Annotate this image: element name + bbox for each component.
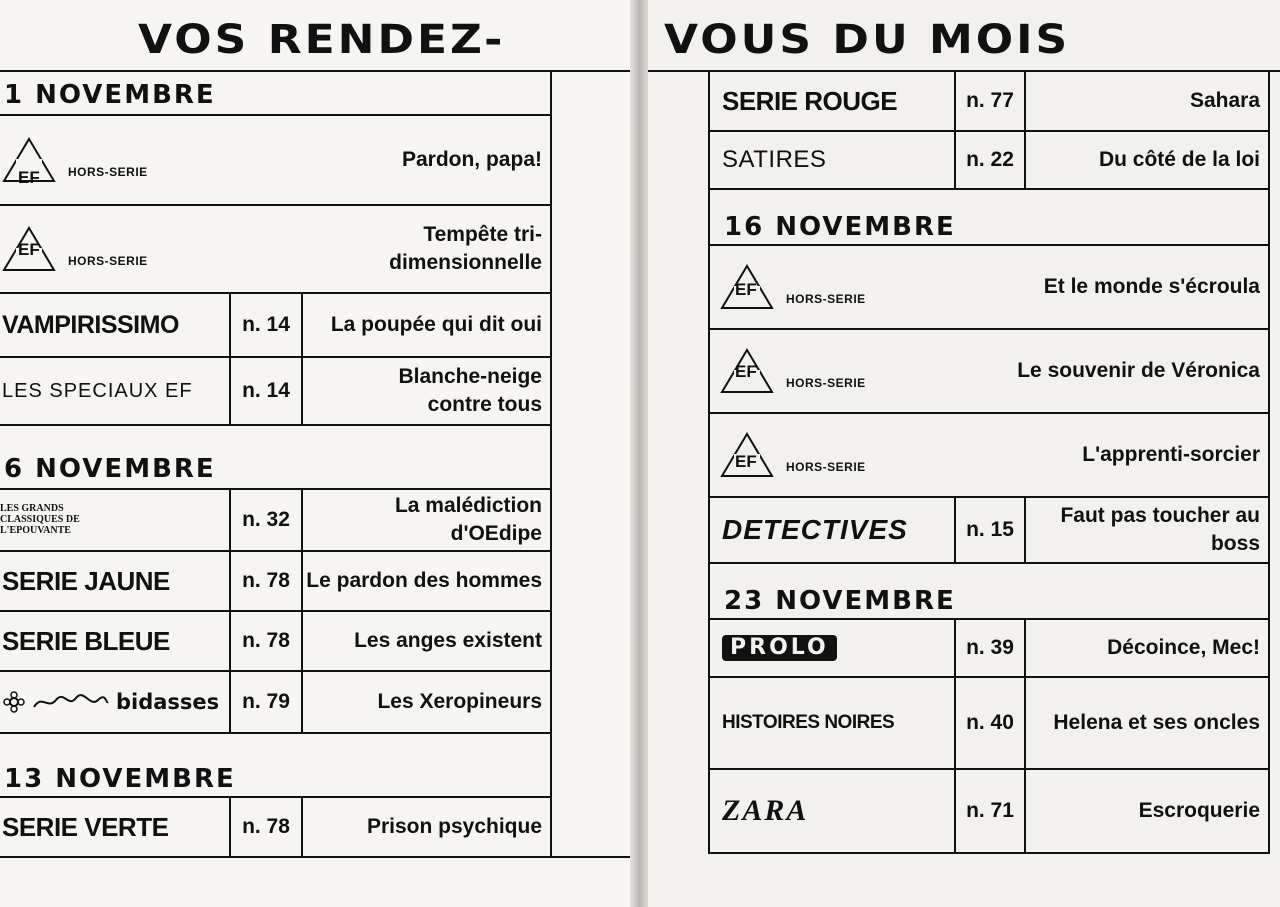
ef-logo-text: EF xyxy=(735,280,757,299)
divider xyxy=(1024,496,1026,564)
hors-serie-label: HORS-SERIE xyxy=(68,165,148,179)
series-name: SATIRES xyxy=(722,146,827,173)
issue-title: Les anges existent xyxy=(354,629,542,652)
ef-logo-text: EF xyxy=(735,452,757,471)
divider xyxy=(301,488,303,734)
hors-serie-label: HORS-SERIE xyxy=(786,460,866,474)
hors-serie-logo xyxy=(720,330,980,412)
issue-number: n. 14 xyxy=(242,313,290,336)
divider xyxy=(229,488,231,734)
issue-title: Prison psychique xyxy=(366,815,542,838)
divider xyxy=(1024,618,1026,854)
series-name: LES SPECIAUX EF xyxy=(2,379,193,402)
issue-title: Décoince, Mec! xyxy=(1107,636,1260,659)
issue-number: n. 32 xyxy=(242,508,290,531)
headline-left: VOS RENDEZ- xyxy=(138,16,506,63)
series-name: PROLO xyxy=(722,635,837,661)
ef-logo-text: EF xyxy=(18,168,40,187)
issue-title: Le souvenir de Véronica xyxy=(1017,359,1260,382)
issue-number: n. 40 xyxy=(966,711,1014,734)
issue-number: n. 71 xyxy=(966,799,1014,822)
divider xyxy=(0,732,552,734)
series-name: SERIE JAUNE xyxy=(2,565,170,596)
date-heading-nov6: 6 NOVEMBRE xyxy=(4,454,216,484)
date-heading-nov16: 16 NOVEMBRE xyxy=(724,212,956,242)
divider xyxy=(229,292,231,426)
issue-title: Blanche-neige contre tous xyxy=(398,365,542,416)
ef-logo-text: EF xyxy=(18,240,40,259)
date-heading-nov23: 23 NOVEMBRE xyxy=(724,586,956,616)
issue-title: Tempête tri-dimensionnelle xyxy=(389,223,542,274)
hors-serie-logo xyxy=(720,414,980,496)
series-name: bidasses xyxy=(116,690,220,714)
issue-title: Les Xeropineurs xyxy=(377,690,542,713)
divider xyxy=(708,188,1270,190)
issue-title: La malédiction d'OEdipe xyxy=(394,494,542,545)
series-name: LES GRANDS CLASSIQUES DE L'EPOUVANTE xyxy=(0,502,80,536)
issue-number: n. 78 xyxy=(242,629,290,652)
series-name: SERIE ROUGE xyxy=(722,85,898,116)
series-name: DETECTIVES xyxy=(722,514,908,545)
divider xyxy=(301,796,303,858)
series-name: ZARA xyxy=(722,794,809,827)
divider xyxy=(954,70,956,190)
issue-title: La poupée qui dit oui xyxy=(330,313,542,336)
headline-right: VOUS DU MOIS xyxy=(664,16,1071,63)
series-name: HISTOIRES NOIRES xyxy=(722,712,895,733)
issue-title: Et le monde s'écroula xyxy=(1043,275,1260,298)
series-name: VAMPIRISSIMO xyxy=(2,310,179,339)
flower-icon xyxy=(2,691,26,713)
hors-serie-label: HORS-SERIE xyxy=(786,292,866,306)
issue-number: n. 78 xyxy=(242,815,290,838)
issue-number: n. 15 xyxy=(966,518,1014,541)
divider xyxy=(0,424,552,426)
ef-logo-text: EF xyxy=(735,362,757,381)
divider xyxy=(550,70,552,858)
issue-number: n. 22 xyxy=(966,148,1014,171)
divider xyxy=(0,70,638,72)
issue-title: Helena et ses oncles xyxy=(1053,711,1260,734)
date-heading-nov1: 1 NOVEMBRE xyxy=(4,80,216,110)
prolo-logo xyxy=(722,620,950,676)
series-name: SERIE VERTE xyxy=(2,811,169,842)
issue-title: Faut pas toucher au boss xyxy=(1060,504,1260,555)
divider xyxy=(708,562,1270,564)
hors-serie-logo xyxy=(2,116,222,204)
script-lettering-icon xyxy=(32,692,110,712)
issue-title: Sahara xyxy=(1189,89,1260,112)
issue-number: n. 39 xyxy=(966,636,1014,659)
hors-serie-label: HORS-SERIE xyxy=(68,254,148,268)
left-page xyxy=(0,0,638,907)
issue-number: n. 77 xyxy=(966,89,1014,112)
issue-number: n. 79 xyxy=(242,690,290,713)
date-heading-nov13: 13 NOVEMBRE xyxy=(4,764,236,794)
issue-title: Escroquerie xyxy=(1138,799,1260,822)
bidasses-logo xyxy=(2,672,228,732)
issue-number: n. 78 xyxy=(242,569,290,592)
divider xyxy=(0,856,638,858)
divider xyxy=(708,852,1270,854)
divider xyxy=(954,496,956,564)
divider xyxy=(954,618,956,854)
hors-serie-logo xyxy=(720,246,980,328)
divider xyxy=(1024,70,1026,190)
issue-title: Le pardon des hommes xyxy=(306,569,542,592)
divider xyxy=(301,292,303,426)
issue-title: Du côté de la loi xyxy=(1098,148,1260,171)
issue-number: n. 14 xyxy=(242,379,290,402)
issue-title: Pardon, papa! xyxy=(401,148,542,171)
hors-serie-label: HORS-SERIE xyxy=(786,376,866,390)
series-name: SERIE BLEUE xyxy=(2,625,170,656)
divider xyxy=(229,796,231,858)
right-page xyxy=(648,0,1280,907)
issue-title: L'apprenti-sorcier xyxy=(1082,443,1260,466)
